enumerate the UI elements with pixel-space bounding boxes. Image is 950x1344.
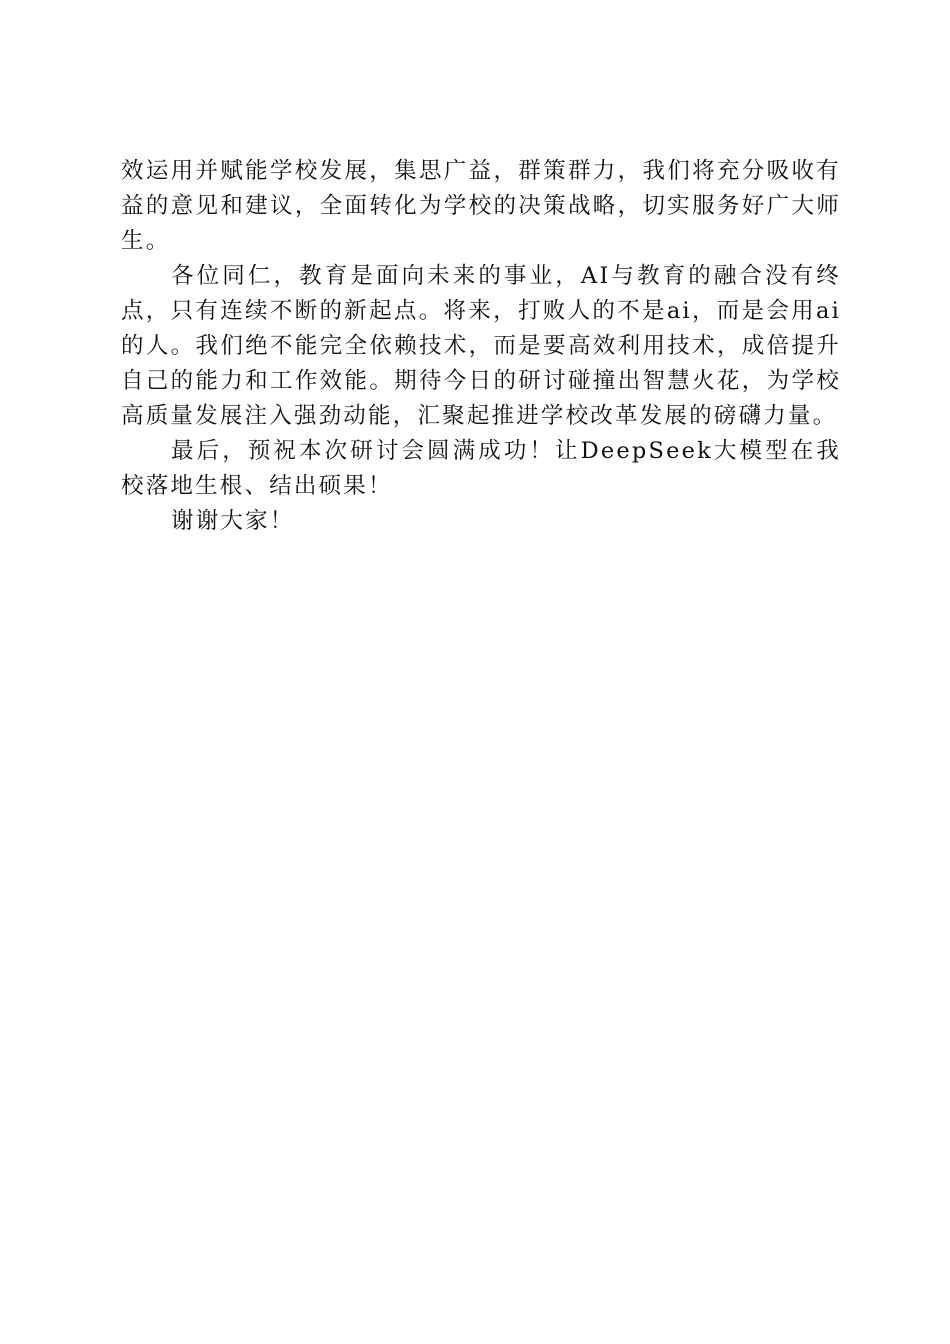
- paragraph-continued: 效运用并赋能学校发展，集思广益，群策群力，我们将充分吸收有益的意见和建议，全面转化为学校的决策战略，切实服务好广大师生。: [121, 158, 841, 254]
- paragraph-ai-education: 各位同仁，教育是面向未来的事业，AI与教育的融合没有终点，只有连续不断的新起点。将来，打败人的不是ai，而是会用ai的人。我们绝不能完全依赖技术，而是要高效利用技术，成倍提升自己的能力和工作效能。期待今日的研讨碰撞出智慧火花，为学校高质量发展注入强劲动能，汇聚起推进学校改革发展的磅礴力量。: [121, 263, 841, 429]
- paragraph-closing-wish: 最后，预祝本次研讨会圆满成功！让DeepSeek大模型在我校落地生根、结出硕果！: [121, 438, 841, 499]
- document-body: [121, 154, 841, 539]
- paragraph-thanks: 谢谢大家！: [171, 508, 295, 534]
